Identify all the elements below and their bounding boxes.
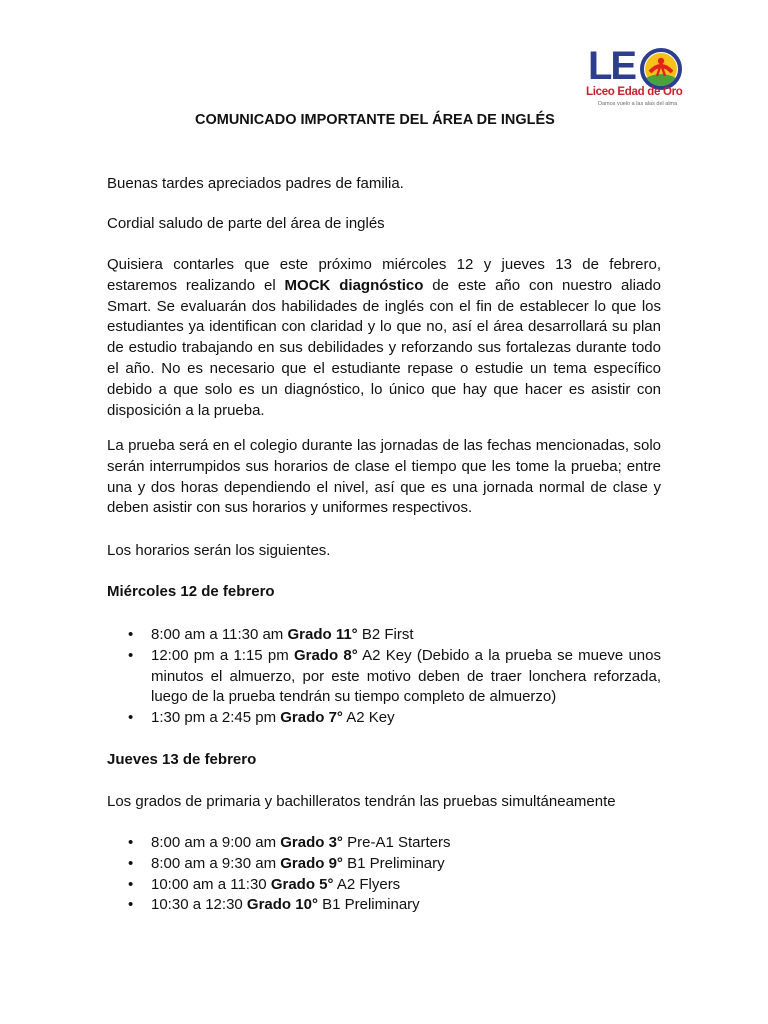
day2-schedule-list (107, 833, 661, 916)
grade: Grado 5° (270, 875, 334, 893)
grade: Grado 3° (280, 834, 343, 851)
list-item (107, 833, 661, 854)
paragraph-intro (107, 255, 661, 421)
list-item (107, 625, 661, 646)
exam: A2 Flyers (333, 875, 401, 893)
time: 1:30 pm a 2:45 pm (151, 709, 281, 727)
bullet: • (128, 854, 134, 872)
day2-note: Los grados de primaria y bachilleratos tendrán las pruebas simultáneamente (107, 793, 616, 810)
list-item (107, 875, 661, 896)
exam: A2 Key (Debido a la prueba se mueve unos minutos el almuerzo, por este motivo deben de traer lonchera reforzada, luego de la prueba tendrán su tiempo completo de almuerzo) (151, 646, 661, 706)
paragraph-intro-text-rest: de este año con nuestro aliado Smart. Se evaluarán dos habilidades de inglés con el fin de establecer lo que los estudiantes ya identifican con claridad y lo que no, así el área desarrollará su plan de estudio trabajando en sus debilidades y reforzando sus fortalezas durante todo el año. No es necesario que el estudiante repase o estudie un tema específico debido a que solo es un diagnóstico, lo único que hay que hacer es asistir con disposición a la prueba. (107, 276, 661, 419)
exam: B1 Preliminary (342, 854, 445, 872)
exam: B2 First (357, 626, 414, 643)
time: 8:00 am a 9:30 am (151, 854, 281, 872)
time: 12:00 pm a 1:15 pm (151, 646, 294, 664)
bullet: • (128, 875, 134, 893)
logo-emblem (640, 48, 682, 90)
grade: Grado 9° (280, 854, 343, 872)
greeting: Buenas tardes apreciados padres de familia. (107, 175, 404, 192)
time: 8:00 am a 9:00 am (151, 834, 281, 851)
logo-name: Liceo Edad de Oro (586, 86, 683, 98)
exam: A2 Key (342, 709, 395, 727)
exam: Pre-A1 Starters (342, 834, 451, 851)
bullet: • (128, 646, 134, 664)
time: 10:00 am a 11:30 (151, 875, 271, 893)
bullet: • (128, 709, 134, 727)
paragraph-logistics: La prueba será en el colegio durante las jornadas de las fechas mencionadas, solo serán interrumpidos sus horarios de clase el tiempo que les tome la prueba; entre una y dos horas dependiendo el nivel, así que es una jornada normal de clase y deben asistir con sus horarios y uniformes respectivos. (107, 437, 661, 517)
bullet: • (128, 896, 134, 914)
bullet: • (128, 626, 134, 643)
day1-heading: Miércoles 12 de febrero (107, 583, 275, 600)
bullet: • (128, 834, 134, 851)
day2-heading: Jueves 13 de febrero (107, 751, 257, 768)
list-item (107, 708, 661, 729)
list-item (107, 895, 661, 916)
grade: Grado 11° (287, 626, 358, 643)
logo-initials: LE (588, 44, 636, 88)
paragraph-intro-text: Quisiera contarles que este próximo miércoles 12 y jueves 13 de febrero, estaremos realizando el (107, 256, 661, 294)
time: 8:00 am a 11:30 am (151, 626, 288, 643)
list-item (107, 854, 661, 875)
grade: Grado 7° (280, 709, 343, 727)
grade: Grado 10° (246, 896, 318, 914)
document-title: COMUNICADO IMPORTANTE DEL ÁREA DE INGLÉS (195, 112, 555, 128)
mock-label: MOCK diagnóstico (284, 276, 424, 294)
logo-tagline: Damos vuelo a las alas del alma (598, 101, 678, 107)
schedule-intro: Los horarios serán los siguientes. (107, 542, 331, 559)
list-item (107, 646, 661, 708)
school-logo (584, 44, 688, 116)
day1-schedule-list (107, 625, 661, 729)
grade: Grado 8° (293, 646, 358, 664)
exam: B1 Preliminary (317, 896, 420, 914)
logo-figure-icon (644, 52, 678, 86)
time: 10:30 a 12:30 (151, 896, 247, 914)
salute: Cordial saludo de parte del área de inglés (107, 215, 385, 232)
